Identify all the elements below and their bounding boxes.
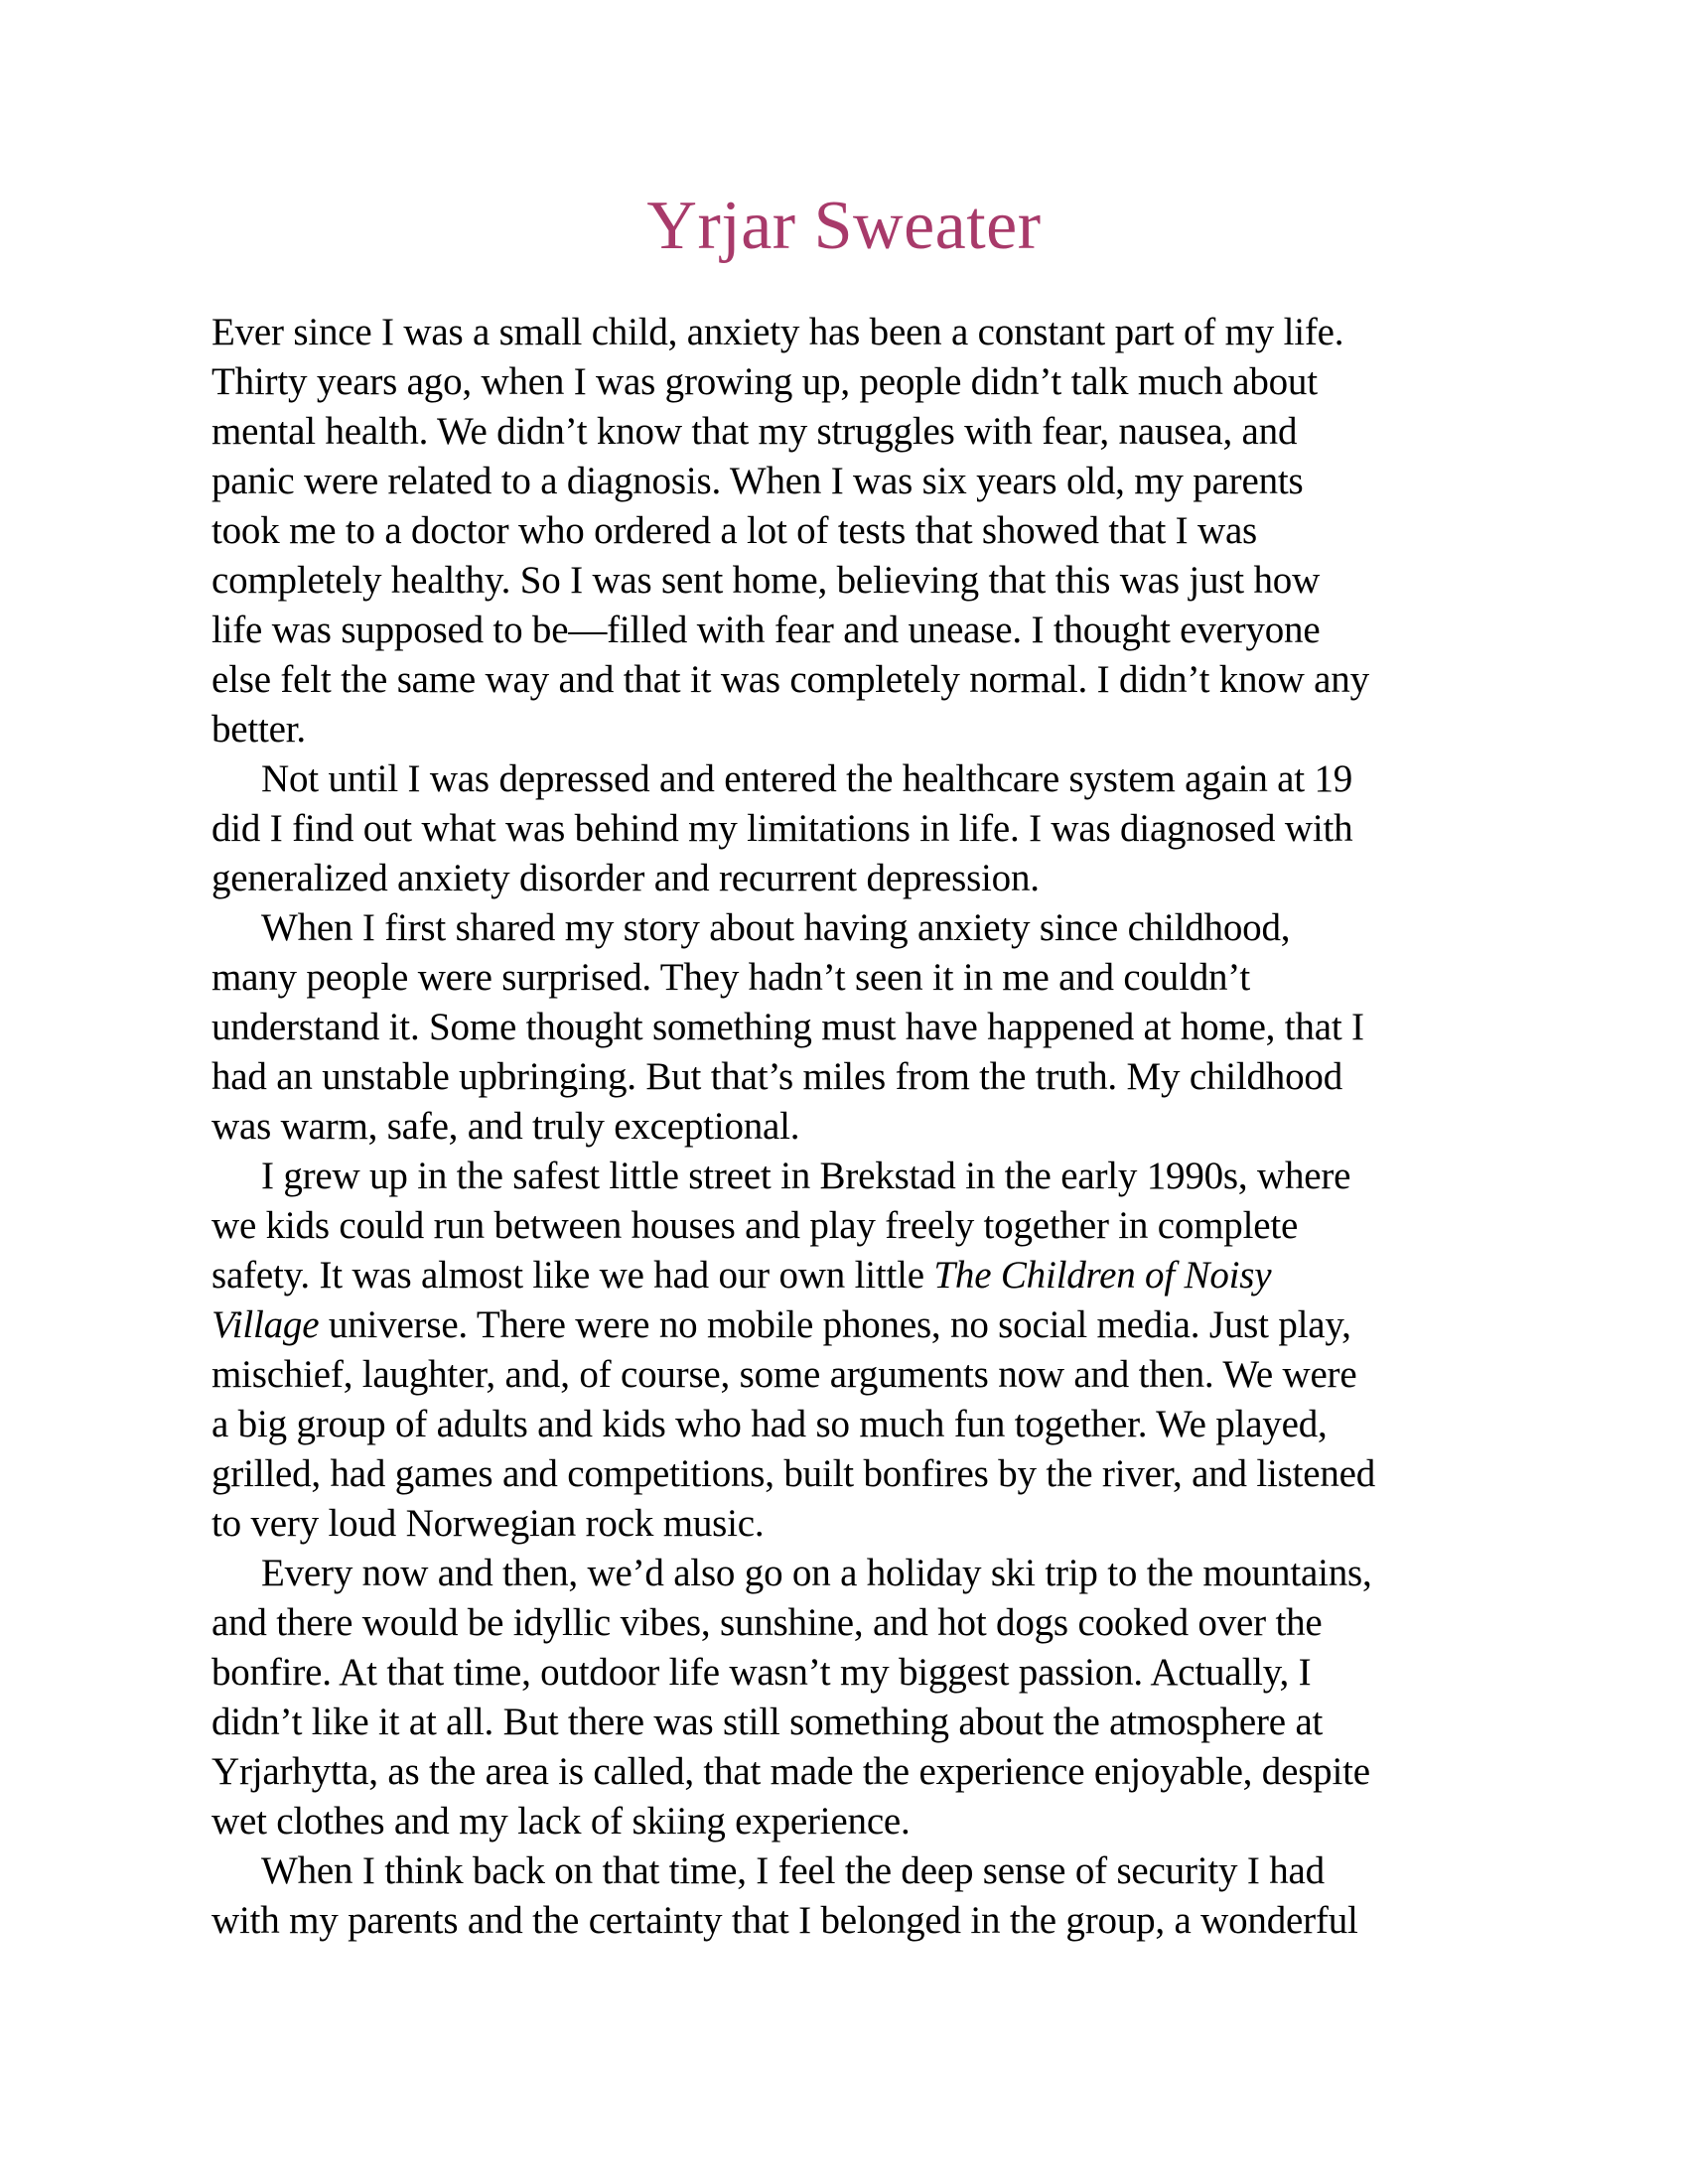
- italic-text-segment: The Children of Noisy: [933, 1254, 1272, 1297]
- text-line: better.: [211, 708, 306, 751]
- text-line: life was supposed to be—filled with fear and unease. I thought everyone: [211, 609, 1321, 651]
- text-segment: universe. There were no mobile phones, no social media. Just play,: [319, 1303, 1351, 1346]
- text-line: Thirty years ago, when I was growing up, people didn’t talk much about: [211, 360, 1318, 403]
- page-title: Yrjar Sweater: [646, 188, 1042, 264]
- text-line: was warm, safe, and truly exceptional.: [211, 1105, 800, 1148]
- text-line: took me to a doctor who ordered a lot of tests that showed that I was: [211, 509, 1258, 552]
- text-line: completely healthy. So I was sent home, believing that this was just how: [211, 559, 1321, 602]
- text-line: to very loud Norwegian rock music.: [211, 1502, 765, 1545]
- paragraph: [211, 754, 1477, 903]
- text-line: bonfire. At that time, outdoor life wasn’t my biggest passion. Actually, I: [211, 1651, 1312, 1694]
- text-line: When I first shared my story about having anxiety since childhood,: [261, 906, 1291, 949]
- text-line: wet clothes and my lack of skiing experience.: [211, 1800, 911, 1843]
- text-line: Yrjarhytta, as the area is called, that made the experience enjoyable, despite: [211, 1750, 1370, 1793]
- text-line: understand it. Some thought something must have happened at home, that I: [211, 1006, 1364, 1048]
- text-line: a big group of adults and kids who had so much fun together. We played,: [211, 1403, 1328, 1445]
- document-body: [211, 308, 1477, 1946]
- text-line: [211, 1300, 1477, 1350]
- text-line: When I think back on that time, I feel the deep sense of security I had: [261, 1849, 1325, 1892]
- text-line: panic were related to a diagnosis. When I was six years old, my parents: [211, 460, 1304, 502]
- text-line: grilled, had games and competitions, built bonfires by the river, and listened: [211, 1452, 1376, 1495]
- paragraph: [211, 1152, 1477, 1549]
- text-line: else felt the same way and that it was completely normal. I didn’t know any: [211, 658, 1369, 701]
- text-line: did I find out what was behind my limitations in life. I was diagnosed with: [211, 807, 1353, 850]
- text-line: many people were surprised. They hadn’t seen it in me and couldn’t: [211, 956, 1251, 999]
- text-line: Not until I was depressed and entered the healthcare system again at 19: [261, 757, 1353, 800]
- text-line: Every now and then, we’d also go on a holiday ski trip to the mountains,: [261, 1552, 1372, 1594]
- paragraph: [211, 308, 1477, 754]
- text-line: we kids could run between houses and play freely together in complete: [211, 1204, 1299, 1247]
- text-line: with my parents and the certainty that I belonged in the group, a wonderful: [211, 1899, 1358, 1942]
- italic-text-segment: Village: [211, 1303, 320, 1346]
- paragraph: [211, 1846, 1477, 1946]
- paragraph: [211, 903, 1477, 1152]
- text-line: had an unstable upbringing. But that’s miles from the truth. My childhood: [211, 1055, 1343, 1098]
- text-line: mischief, laughter, and, of course, some arguments now and then. We were: [211, 1353, 1357, 1396]
- text-line: [211, 1251, 1477, 1300]
- paragraph: [211, 1549, 1477, 1846]
- text-line: didn’t like it at all. But there was still something about the atmosphere at: [211, 1701, 1324, 1743]
- text-line: I grew up in the safest little street in Brekstad in the early 1990s, where: [261, 1155, 1351, 1197]
- text-line: and there would be idyllic vibes, sunshine, and hot dogs cooked over the: [211, 1601, 1323, 1644]
- text-line: generalized anxiety disorder and recurrent depression.: [211, 857, 1040, 899]
- text-segment: safety. It was almost like we had our own little: [211, 1254, 934, 1297]
- text-line: mental health. We didn’t know that my struggles with fear, nausea, and: [211, 410, 1298, 453]
- text-line: Ever since I was a small child, anxiety has been a constant part of my life.: [211, 311, 1344, 353]
